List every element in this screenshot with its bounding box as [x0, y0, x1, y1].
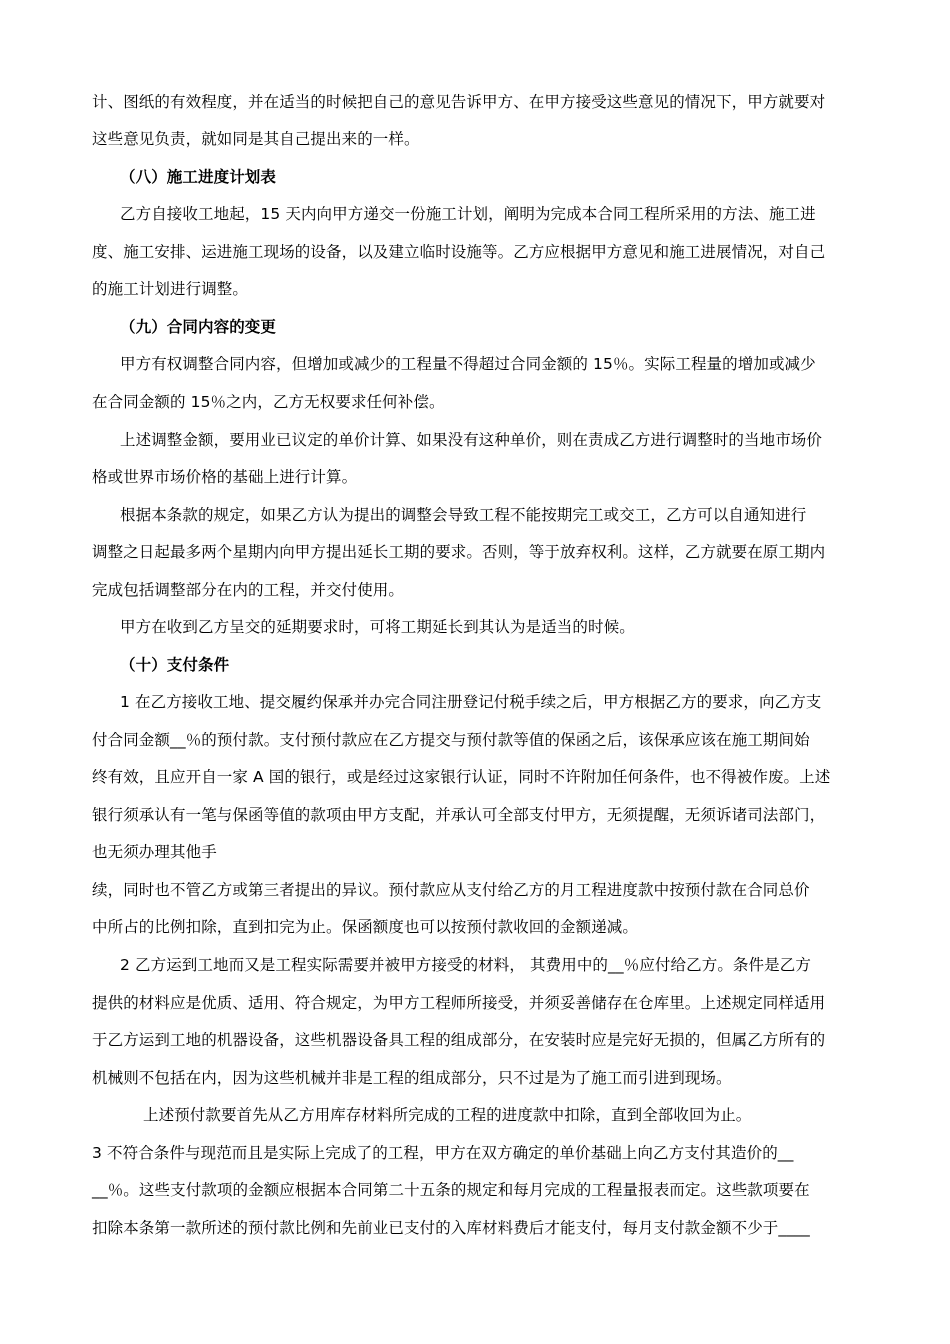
- section-heading: （九）合同内容的变更: [120, 318, 277, 336]
- text-line: 完成包括调整部分在内的工程，并交付使用。: [92, 581, 405, 599]
- text-line: 3 不符合条件与现范而且是实际上完成了的工程，甲方在双方确定的单价基础上向乙方支付其造价的__: [92, 1144, 794, 1162]
- text-line: 计、图纸的有效程度，并在适当的时候把自己的意见告诉甲方、在甲方接受这些意见的情况下，甲方就要对: [92, 93, 826, 111]
- text-line: 甲方有权调整合同内容，但增加或减少的工程量不得超过合同金额的 15％。实际工程量的增加或减少: [120, 355, 816, 373]
- text-line: 格或世界市场价格的基础上进行计算。: [92, 468, 358, 486]
- text-line: 在合同金额的 15％之内，乙方无权要求任何补偿。: [92, 393, 445, 411]
- text-line: 机械则不包括在内，因为这些机械并非是工程的组成部分，只不过是为了施工而引进到现场。: [92, 1069, 732, 1087]
- text-line: 根据本条款的规定，如果乙方认为提出的调整会导致工程不能按期完工或交工，乙方可以自通知进行: [120, 506, 807, 524]
- text-line: 这些意见负责，就如同是其自己提出来的一样。: [92, 130, 420, 148]
- text-line: 甲方在收到乙方呈交的延期要求时，可将工期延长到其认为是适当的时候。: [120, 618, 635, 636]
- text-line: 提供的材料应是优质、适用、符合规定，为甲方工程师所接受，并须妥善储存在仓库里。上述规定同样适用: [92, 994, 826, 1012]
- text-line: 扣除本条第一款所述的预付款比例和先前业已支付的入库材料费后才能支付，每月支付款金额不少于____: [92, 1219, 810, 1237]
- text-line: 2 乙方运到工地而又是工程实际需要并被甲方接受的材料， 其费用中的__％应付给乙方。条件是乙方: [120, 956, 811, 974]
- text-line: 付合同金额__％的预付款。支付预付款应在乙方提交与预付款等值的保函之后，该保承应该在施工期间始: [92, 731, 810, 749]
- text-line: 的施工计划进行调整。: [92, 280, 249, 298]
- text-line: 银行须承认有一笔与保函等值的款项由甲方支配，并承认可全部支付甲方，无须提醒，无须诉诸司法部门，: [92, 806, 826, 824]
- text-line: 续，同时也不管乙方或第三者提出的异议。预付款应从支付给乙方的月工程进度款中按预付款在合同总价: [92, 881, 810, 899]
- text-line: 于乙方运到工地的机器设备，这些机器设备具工程的组成部分，在安装时应是完好无损的，但属乙方所有的: [92, 1031, 826, 1049]
- text-line: 也无须办理其他手: [92, 843, 217, 861]
- section-heading: （八）施工进度计划表: [120, 168, 277, 186]
- text-line: __％。这些支付款项的金额应根据本合同第二十五条的规定和每月完成的工程量报表而定。这些款项要在: [92, 1181, 810, 1199]
- text-line: 上述调整金额，要用业已议定的单价计算、如果没有这种单价，则在责成乙方进行调整时的当地市场价: [120, 431, 823, 449]
- text-line: 终有效，且应开自一家 A 国的银行，或是经过这家银行认证，同时不许附加任何条件，也不得被作废。上述: [92, 768, 831, 786]
- text-line: 中所占的比例扣除，直到扣完为止。保函额度也可以按预付款收回的金额递减。: [92, 918, 639, 936]
- text-line: 乙方自接收工地起，15 天内向甲方递交一份施工计划，阐明为完成本合同工程所采用的方法、施工进: [120, 205, 816, 223]
- text-line: 1 在乙方接收工地、提交履约保承并办完合同注册登记付税手续之后，甲方根据乙方的要求，向乙方支: [120, 693, 822, 711]
- text-line: 度、施工安排、运进施工现场的设备，以及建立临时设施等。乙方应根据甲方意见和施工进展情况，对自己: [92, 243, 826, 261]
- text-line: 调整之日起最多两个星期内向甲方提出延长工期的要求。否则，等于放弃权利。这样，乙方就要在原工期内: [92, 543, 826, 561]
- text-line: 上述预付款要首先从乙方用库存材料所完成的工程的进度款中扣除，直到全部收回为止。: [143, 1106, 752, 1124]
- section-heading: （十）支付条件: [120, 656, 230, 674]
